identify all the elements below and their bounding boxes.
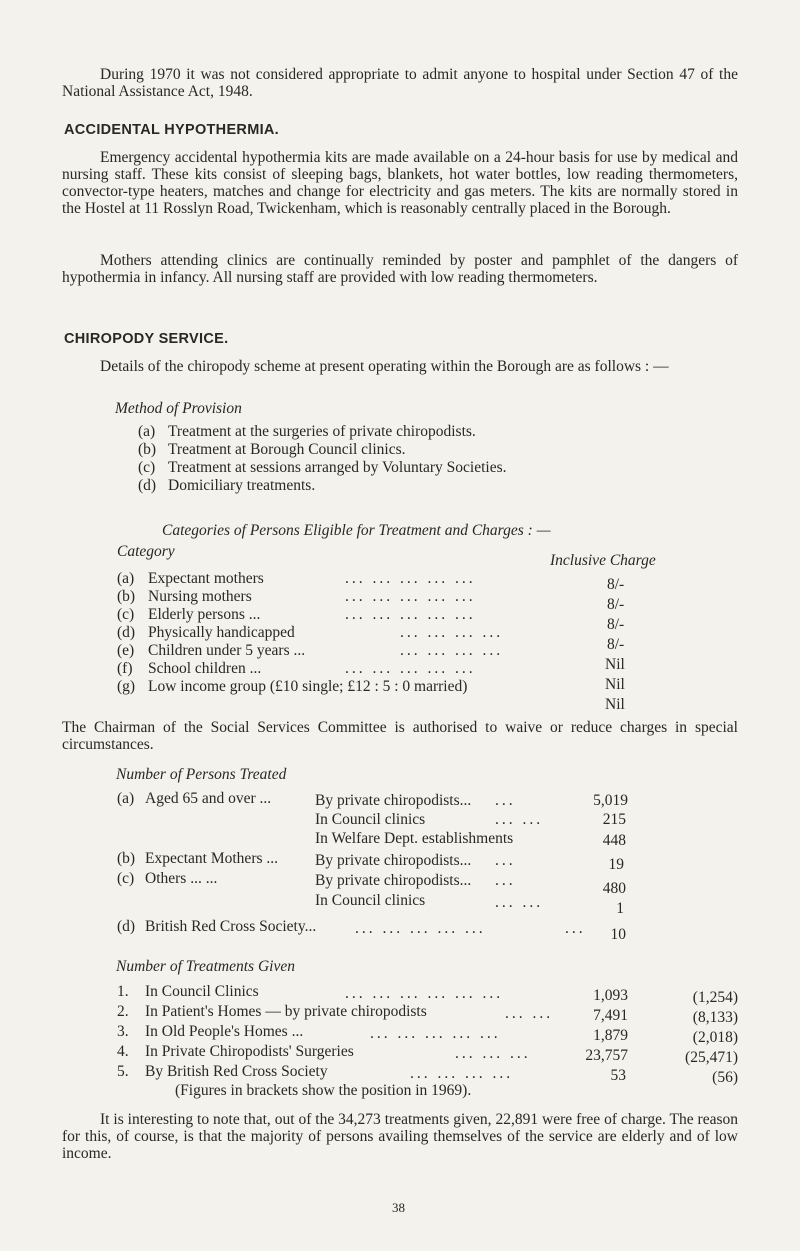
treated-key: (c) bbox=[117, 870, 135, 887]
leader-dots: ... ... ... ... ... bbox=[370, 1025, 501, 1042]
leader-dots: ... ... ... ... ... bbox=[345, 588, 476, 605]
treated-value: 215 bbox=[602, 811, 626, 828]
category-key: (f) bbox=[117, 660, 133, 677]
charge-column-header: Inclusive Charge bbox=[550, 552, 656, 569]
treated-value: 1 bbox=[616, 900, 624, 917]
treatment-value: 1,093 bbox=[593, 987, 628, 1004]
category-charge: 8/- bbox=[607, 636, 625, 653]
category-label: School children ... bbox=[148, 660, 262, 677]
method-item bbox=[138, 441, 156, 458]
treatment-key: 5. bbox=[117, 1063, 129, 1080]
leader-dots: ... ... ... ... ... bbox=[355, 920, 486, 937]
method-text: Treatment at Borough Council clinics. bbox=[168, 441, 406, 458]
leader-dots: ... bbox=[565, 920, 586, 937]
category-key: (g) bbox=[117, 678, 136, 695]
method-item bbox=[138, 423, 155, 440]
method-item bbox=[138, 459, 155, 476]
treatments-title: Number of Treatments Given bbox=[116, 958, 295, 975]
treatment-label: In Council Clinics bbox=[145, 983, 259, 1000]
method-title: Method of Provision bbox=[115, 400, 242, 417]
category-charge: Nil bbox=[605, 696, 625, 713]
treated-where: By private chiropodists... bbox=[315, 872, 472, 889]
treated-value: 19 bbox=[608, 856, 624, 873]
leader-dots: ... bbox=[495, 792, 516, 809]
category-charge: 8/- bbox=[607, 596, 625, 613]
category-label: Physically handicapped bbox=[148, 624, 295, 641]
method-text: Treatment at the surgeries of private chiropodists. bbox=[168, 423, 476, 440]
treated-where: In Council clinics bbox=[315, 811, 426, 828]
category-label: Expectant mothers bbox=[148, 570, 264, 587]
method-key: (b) bbox=[138, 441, 157, 458]
category-label: Nursing mothers bbox=[148, 588, 252, 605]
category-label: Elderly persons ... bbox=[148, 606, 261, 623]
treatment-label: In Private Chiropodists' Surgeries bbox=[145, 1043, 354, 1060]
leader-dots: ... ... bbox=[495, 894, 544, 911]
treatment-key: 4. bbox=[117, 1043, 129, 1060]
method-key: (a) bbox=[138, 423, 156, 440]
category-label: Low income group (£10 single; £12 : 5 : 0 married) bbox=[148, 678, 468, 695]
leader-dots: ... bbox=[495, 852, 516, 869]
hypothermia-paragraph-1: Emergency accidental hypothermia kits are made available on a 24-hour basis for use by medical and nursing staff. These kits consist of sleeping bags, blankets, hot water bottles, low reading thermometers, convector-type heaters, matches and change for electricity and gas meters. The kits are normally stored in the Hostel at 11 Rosslyn Road, Twickenham, which is reasonably centrally placed in the Borough. bbox=[62, 149, 738, 217]
treated-key: (d) bbox=[117, 918, 136, 935]
category-label: Children under 5 years ... bbox=[148, 642, 306, 659]
treated-value: 448 bbox=[602, 832, 626, 849]
category-key: (a) bbox=[117, 570, 135, 587]
treatment-prev-value: (56) bbox=[712, 1069, 738, 1086]
category-column-header: Category bbox=[117, 543, 175, 560]
treatment-key: 3. bbox=[117, 1023, 129, 1040]
hypothermia-paragraph-2: Mothers attending clinics are continually reminded by poster and pamphlet of the dangers of hypothermia in infancy. All nursing staff are provided with low reading thermometers. bbox=[62, 252, 738, 286]
leader-dots: ... ... ... ... bbox=[400, 642, 504, 659]
treated-group: Expectant Mothers ... bbox=[145, 850, 279, 867]
treatment-value: 1,879 bbox=[593, 1027, 628, 1044]
leader-dots: ... bbox=[495, 872, 516, 889]
leader-dots: ... ... ... ... ... bbox=[345, 660, 476, 677]
category-charge: 8/- bbox=[607, 576, 625, 593]
treatment-label: In Old People's Homes ... bbox=[145, 1023, 304, 1040]
treated-where: In Welfare Dept. establishments bbox=[315, 830, 514, 847]
treatment-key: 1. bbox=[117, 983, 129, 1000]
categories-title: Categories of Persons Eligible for Treatment and Charges : — bbox=[162, 522, 551, 539]
leader-dots: ... ... bbox=[495, 811, 544, 828]
category-charge: 8/- bbox=[607, 616, 625, 633]
treatment-label: By British Red Cross Society bbox=[145, 1063, 328, 1080]
category-key: (e) bbox=[117, 642, 135, 659]
hypothermia-heading: ACCIDENTAL HYPOTHERMIA. bbox=[64, 122, 280, 138]
treatment-value: 23,757 bbox=[585, 1047, 628, 1064]
leader-dots: ... ... ... ... bbox=[400, 624, 504, 641]
treatment-prev-value: (25,471) bbox=[685, 1049, 738, 1066]
treated-value: 10 bbox=[610, 926, 626, 943]
treated-value: 5,019 bbox=[593, 792, 628, 809]
treated-where: By private chiropodists... bbox=[315, 852, 472, 869]
treatment-prev-value: (2,018) bbox=[692, 1029, 738, 1046]
intro-paragraph: During 1970 it was not considered appropriate to admit anyone to hospital under Section 47 of the National Assistance Act, 1948. bbox=[62, 66, 738, 100]
category-key: (c) bbox=[117, 606, 135, 623]
leader-dots: ... ... ... bbox=[455, 1045, 531, 1062]
treated-key: (a) bbox=[117, 790, 135, 807]
method-text: Treatment at sessions arranged by Voluntary Societies. bbox=[168, 459, 507, 476]
leader-dots: ... ... bbox=[505, 1005, 554, 1022]
page-number: 38 bbox=[392, 1200, 405, 1215]
method-key: (c) bbox=[138, 459, 156, 476]
treated-group: British Red Cross Society... bbox=[145, 918, 317, 935]
figures-note: (Figures in brackets show the position in 1969). bbox=[175, 1082, 472, 1099]
treatment-value: 53 bbox=[610, 1067, 626, 1084]
chiropody-heading: CHIROPODY SERVICE. bbox=[64, 331, 229, 347]
category-charge: Nil bbox=[605, 676, 625, 693]
treated-group: Aged 65 and over ... bbox=[145, 790, 272, 807]
leader-dots: ... ... ... ... ... ... bbox=[345, 985, 504, 1002]
method-item bbox=[138, 477, 156, 494]
treated-value: 480 bbox=[602, 880, 626, 897]
treatment-key: 2. bbox=[117, 1003, 129, 1020]
chairman-note: The Chairman of the Social Services Committee is authorised to waive or reduce charges in special circumstances. bbox=[62, 719, 738, 753]
category-key: (b) bbox=[117, 588, 136, 605]
treated-key: (b) bbox=[117, 850, 136, 867]
closing-paragraph: It is interesting to note that, out of the 34,273 treatments given, 22,891 were free of charge. The reason for this, of course, is that the majority of persons availing themselves of the service are elderly and of low income. bbox=[62, 1111, 738, 1162]
leader-dots: ... ... ... ... ... bbox=[345, 606, 476, 623]
treatment-prev-value: (8,133) bbox=[692, 1009, 738, 1026]
treated-where: By private chiropodists... bbox=[315, 792, 472, 809]
category-charge: Nil bbox=[605, 656, 625, 673]
treated-group: Others ... ... bbox=[145, 870, 218, 887]
leader-dots: ... ... ... ... bbox=[410, 1065, 514, 1082]
treatment-label: In Patient's Homes — by private chiropodists bbox=[145, 1003, 427, 1020]
treated-title: Number of Persons Treated bbox=[116, 766, 287, 783]
treatment-prev-value: (1,254) bbox=[692, 989, 738, 1006]
chiropody-intro: Details of the chiropody scheme at present operating within the Borough are as follows : — bbox=[100, 358, 669, 375]
treated-where: In Council clinics bbox=[315, 892, 426, 909]
category-key: (d) bbox=[117, 624, 136, 641]
method-text: Domiciliary treatments. bbox=[168, 477, 316, 494]
method-key: (d) bbox=[138, 477, 157, 494]
treatment-value: 7,491 bbox=[593, 1007, 628, 1024]
leader-dots: ... ... ... ... ... bbox=[345, 570, 476, 587]
